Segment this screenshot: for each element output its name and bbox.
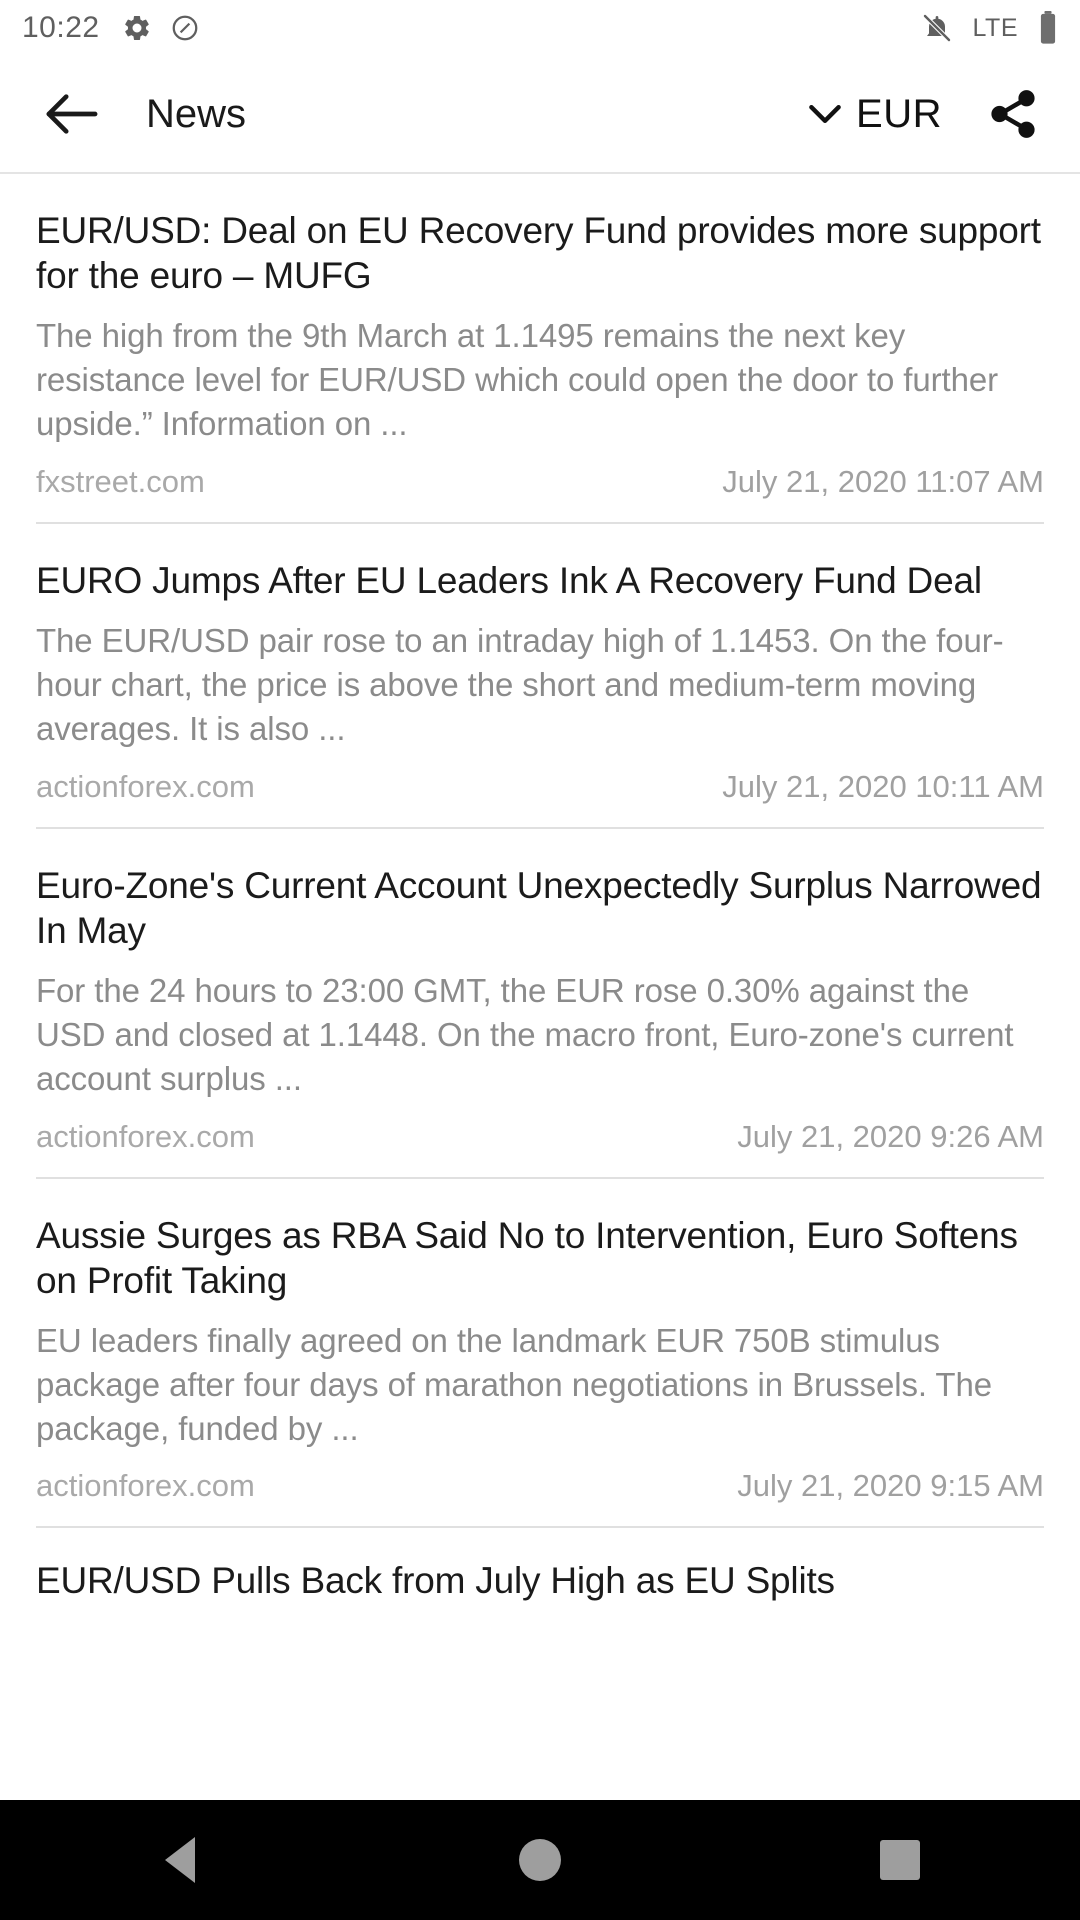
status-bar — [0, 0, 1080, 56]
news-title: EURO Jumps After EU Leaders Ink A Recovery Fund Deal — [36, 559, 982, 601]
app-bar-actions — [808, 81, 1046, 147]
share-button[interactable] — [980, 81, 1046, 147]
news-source: fxstreet.com — [36, 463, 205, 499]
news-meta — [36, 464, 1044, 522]
status-right-icons — [921, 11, 1059, 45]
news-title: Aussie Surges as RBA Said No to Intervention, Euro Softens on Profit Taking — [36, 1214, 1018, 1301]
notifications-off-icon — [921, 12, 953, 44]
nav-recents-icon — [880, 1840, 920, 1880]
status-left-icons — [122, 13, 200, 43]
news-list-item[interactable] — [36, 829, 1044, 1179]
nav-back-icon — [165, 1837, 195, 1883]
news-summary: The high from the 9th March at 1.1495 remains the next key resistance level for EUR/USD which could open the door to further upside.” Information on ... — [36, 317, 998, 442]
back-arrow-icon — [45, 92, 99, 136]
nav-recents-button[interactable] — [840, 1800, 960, 1920]
news-source: actionforex.com — [36, 1118, 255, 1154]
android-navigation-bar — [0, 1800, 1080, 1920]
nav-home-icon — [519, 1839, 561, 1881]
back-button[interactable] — [40, 82, 104, 146]
news-summary: For the 24 hours to 23:00 GMT, the EUR rose 0.30% against the USD and closed at 1.1448. On the macro front, Euro-zone's current account surplus ... — [36, 971, 1014, 1097]
share-icon — [986, 87, 1040, 141]
app-bar — [0, 56, 1080, 174]
news-source: actionforex.com — [36, 1468, 255, 1504]
news-date: July 21, 2020 10:11 AM — [722, 768, 1044, 804]
news-date: July 21, 2020 9:15 AM — [737, 1468, 1044, 1504]
gear-icon — [122, 13, 152, 43]
news-title: Euro-Zone's Current Account Unexpectedly Surplus Narrowed In May — [36, 864, 1042, 951]
news-meta — [36, 1119, 1044, 1177]
news-date: July 21, 2020 9:26 AM — [737, 1118, 1044, 1154]
status-time: 10:22 — [22, 11, 100, 44]
news-summary: The EUR/USD pair rose to an intraday high of 1.1453. On the four-hour chart, the price is above the short and medium-term moving averages. It is also ... — [36, 622, 1004, 747]
do-not-disturb-icon — [170, 13, 200, 43]
page-title: News — [146, 91, 247, 136]
news-list-item[interactable] — [36, 174, 1044, 524]
news-meta — [36, 1468, 1044, 1526]
news-list-item-partial[interactable] — [36, 1528, 1044, 1603]
battery-icon — [1038, 11, 1058, 45]
news-date: July 21, 2020 11:07 AM — [722, 463, 1044, 499]
news-source: actionforex.com — [36, 768, 255, 804]
news-meta — [36, 769, 1044, 827]
chevron-down-icon — [808, 102, 842, 126]
news-summary: EU leaders finally agreed on the landmark EUR 750B stimulus package after four days of marathon negotiations in Brussels. The package, funded by ... — [36, 1321, 992, 1447]
nav-back-button[interactable] — [120, 1800, 240, 1920]
currency-selector[interactable] — [808, 92, 942, 137]
news-title: EUR/USD Pulls Back from July High as EU Splits — [36, 1560, 835, 1602]
news-title: EUR/USD: Deal on EU Recovery Fund provides more support for the euro – MUFG — [36, 210, 1041, 297]
network-type-label: LTE — [972, 13, 1018, 42]
currency-label: EUR — [856, 91, 942, 136]
news-list-item[interactable] — [36, 524, 1044, 829]
nav-home-button[interactable] — [480, 1800, 600, 1920]
news-list-item[interactable] — [36, 1179, 1044, 1529]
news-list[interactable] — [0, 174, 1080, 1800]
